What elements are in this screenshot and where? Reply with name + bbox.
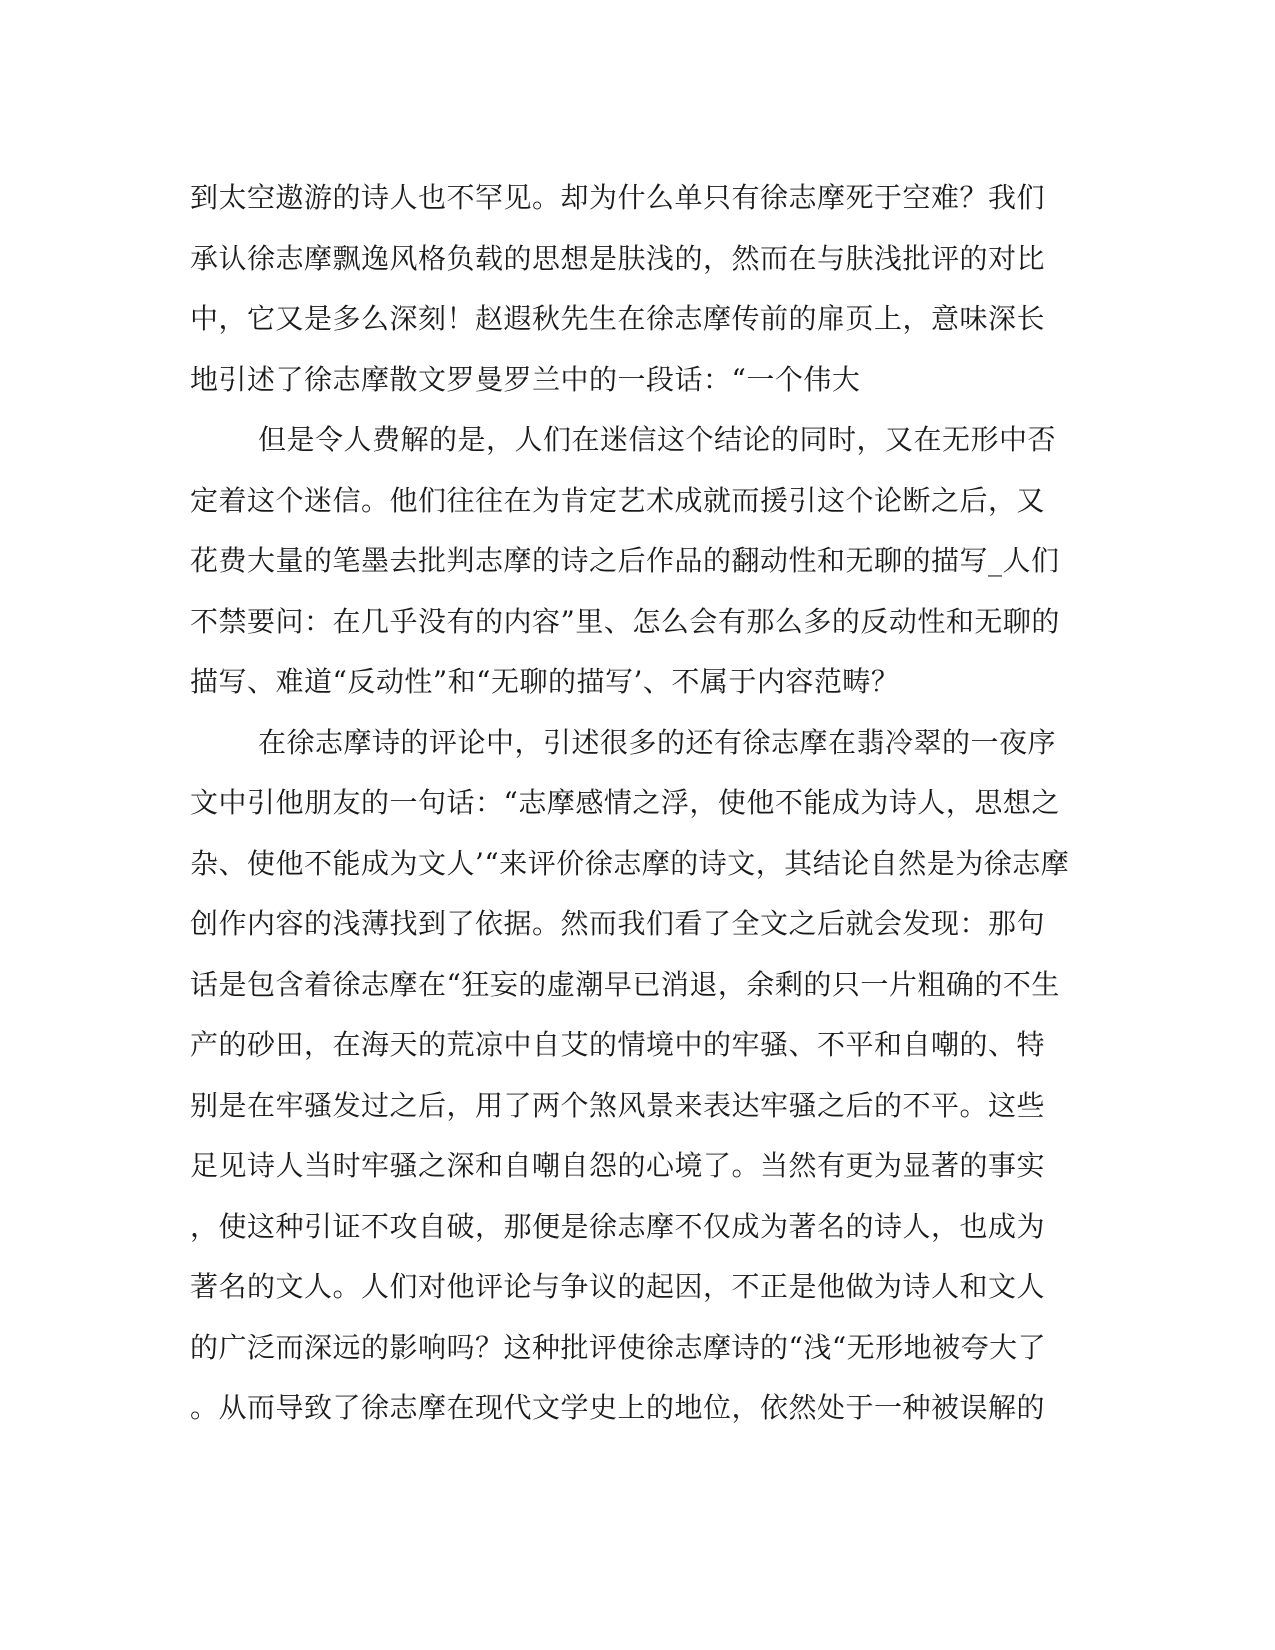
text-line: 地引述了徐志摩散文罗曼罗兰中的一段话：“一个伟大 <box>190 362 861 396</box>
text-line: 中，它又是多么深刻！赵遐秋先生在徐志摩传前的扉页上，意味深长 <box>190 302 1046 335</box>
text-line: 花费大量的笔墨去批判志摩的诗之后作品的翻动性和无聊的描写_人们 <box>190 544 1060 577</box>
text-line: 的广泛而深远的影响吗？这种批评使徐志摩诗的“浅“无形地被夸大了 <box>190 1330 1047 1364</box>
text-line: ，使这种引证不攻自破，那便是徐志摩不仅成为著名的诗人，也成为 <box>190 1209 1046 1243</box>
text-line: 承认徐志摩飘逸风格负载的思想是肤浅的，然而在与肤浅批评的对比 <box>190 241 1046 275</box>
text-line: 定着这个迷信。他们往往在为肯定艺术成就而援引这个论断之后，又 <box>190 483 1046 517</box>
paragraph-first-line: 但是令人费解的是，人们在迷信这个结论的同时，又在无形中否 <box>258 423 1057 456</box>
text-line: 创作内容的浅薄找到了依据。然而我们看了全文之后就会发现：那句 <box>190 907 1046 940</box>
text-line: 著名的文人。人们对他评论与争议的起因，不正是他做为诗人和文人 <box>190 1270 1046 1303</box>
text-line: 产的砂田，在海天的荒凉中自艾的情境中的牢骚、不平和自嘲的、特 <box>190 1028 1046 1061</box>
body-text <box>190 168 1090 1439</box>
text-line: 。从而导致了徐志摩在现代文学史上的地位，依然处于一种被误解的 <box>190 1391 1046 1424</box>
text-line: 杂、使他不能成为文人’“来评价徐志摩的诗文，其结论自然是为徐志摩 <box>190 846 1070 880</box>
text-line: 别是在牢骚发过之后，用了两个煞风景来表达牢骚之后的不平。这些 <box>190 1088 1046 1122</box>
text-line: 话是包含着徐志摩在“狂妄的虚潮早已消退，余剩的只一片粗确的不生 <box>190 967 1060 1001</box>
text-line: 足见诗人当时牢骚之深和自嘲自怨的心境了。当然有更为显著的事实 <box>190 1149 1046 1182</box>
text-line: 描写、难道“反动性”和“无聊的描写’、不属于内容范畴？ <box>190 665 900 698</box>
text-line: 到太空遨游的诗人也不罕见。却为什么单只有徐志摩死于空难？我们 <box>190 181 1046 214</box>
paragraph-first-line: 在徐志摩诗的评论中，引述很多的还有徐志摩在翡冷翠的一夜序 <box>258 725 1057 759</box>
text-line: 不禁要问：在几乎没有的内容”里、怎么会有那么多的反动性和无聊的 <box>190 604 1060 638</box>
text-line: 文中引他朋友的一句话：“志摩感情之浮，使他不能成为诗人，思想之 <box>190 786 1060 819</box>
